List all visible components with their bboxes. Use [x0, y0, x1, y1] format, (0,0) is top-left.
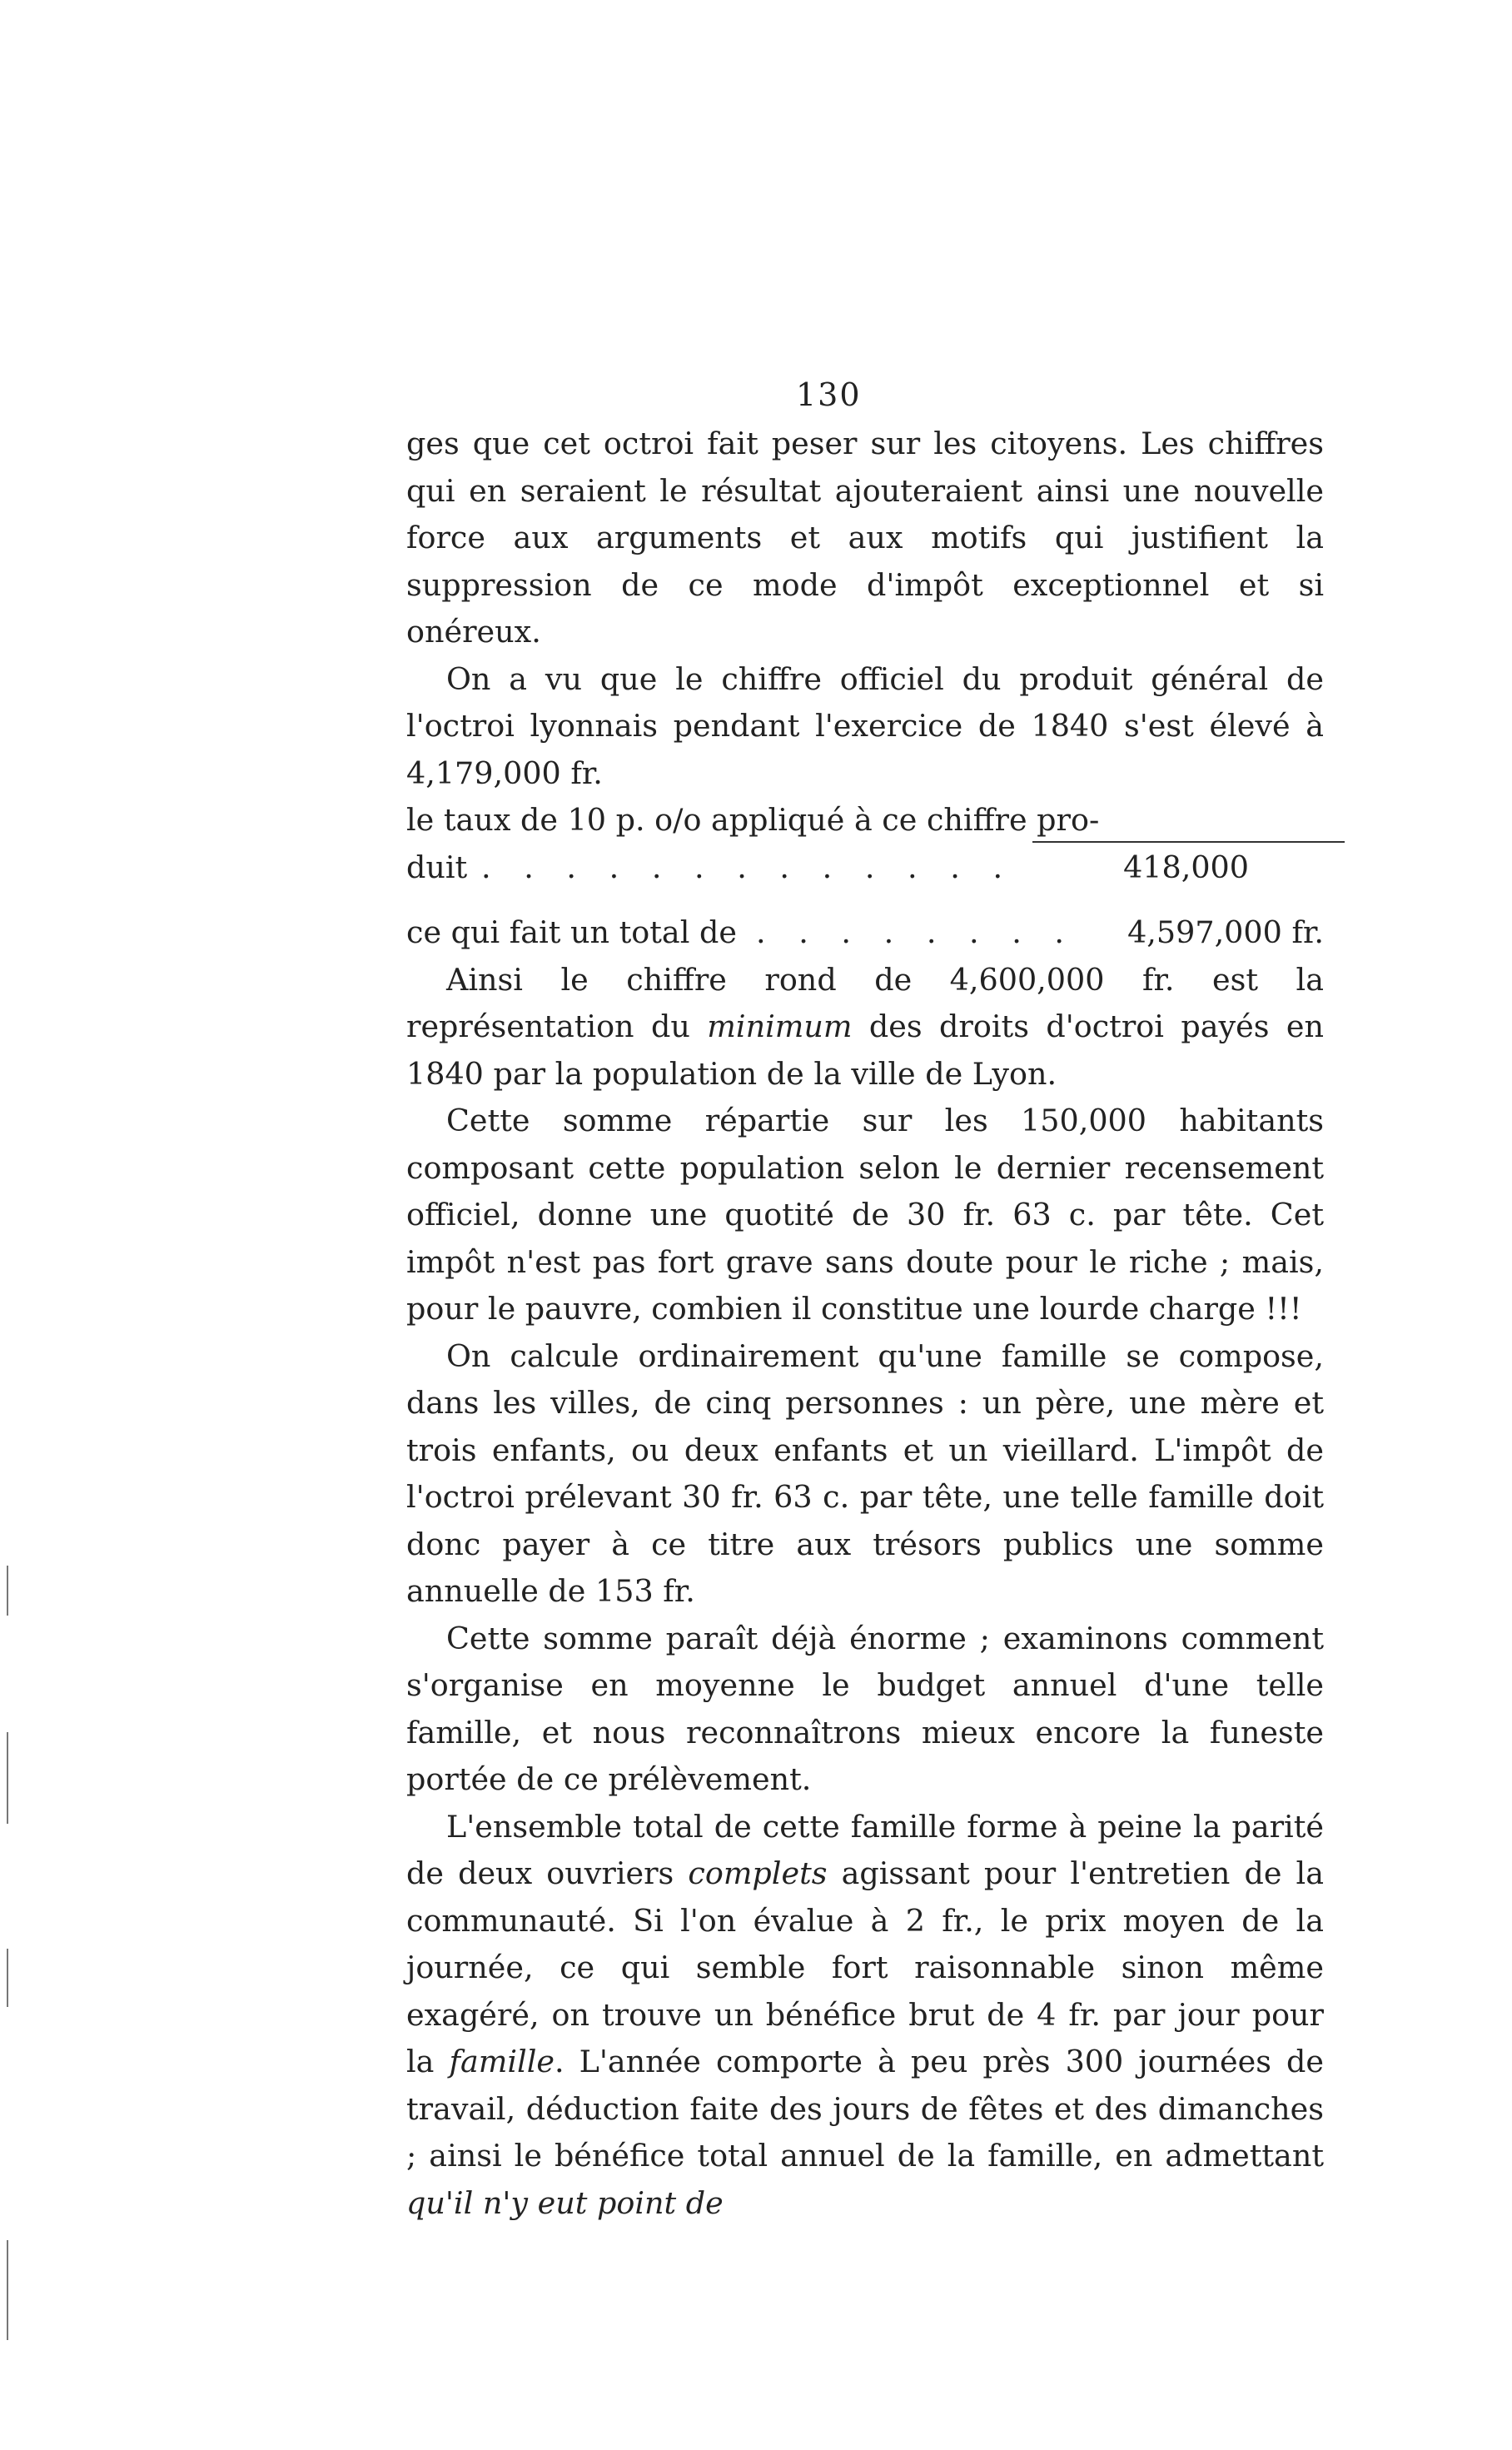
- paragraph-7-emphasis-2: famille: [449, 2044, 555, 2079]
- paragraph-6: Cette somme paraît déjà énorme ; examinons comment s'organise en moyenne le budget annuel d'une telle famille, et nous reconnaîtrons mieux encore la funeste portée de ce prélèvement.: [406, 1620, 1324, 1797]
- sum-rule-divider: [1032, 841, 1345, 843]
- calc-product-dots: . . . . . . . . . . . . .: [481, 849, 1015, 885]
- paragraph-2-rate-line: le taux de 10 p. o/o appliqué à ce chiffre pro-: [406, 802, 1100, 838]
- paragraph-3-text-b: des droits d'octroi payés en 1840 par la population de la ville de Lyon.: [406, 1008, 1324, 1092]
- paragraph-2: On a vu que le chiffre officiel du produit général de l'octroi lyonnais pendant l'exercice de 1840 s'est élevé à 4,179,000 fr.: [406, 660, 1324, 791]
- paragraph-7-text-a: L'ensemble total de cette famille forme à peine la parité de deux ouvriers: [406, 1808, 1324, 1891]
- scan-margin-mark: [7, 1566, 8, 1616]
- paragraph-7-text-b: agissant pour l'entretien de la communauté. Si l'on évalue à 2 fr., le prix moyen de la journée, ce qui semble fort raisonnable sinon même exagéré, on trouve un bénéfice brut de 4 fr. par jour pour la: [406, 1855, 1324, 2079]
- page-number: 130: [796, 376, 862, 413]
- calc-row-total: [406, 909, 1324, 957]
- scan-margin-mark: [7, 1949, 8, 2007]
- scan-margin-mark: [7, 1732, 8, 1824]
- calc-total-label: ce qui fait un total de: [406, 914, 737, 950]
- body-text: [406, 421, 1324, 2227]
- scan-margin-mark: [7, 2240, 8, 2340]
- paragraph-1: ges que cet octroi fait peser sur les citoyens. Les chiffres qui en seraient le résultat ajouteraient ainsi une nouvelle force aux arguments et aux motifs qui justifient la suppression de ce mode d'impôt exceptionnel et si onéreux.: [406, 426, 1324, 650]
- calc-total-value: 4,597,000 fr.: [1127, 914, 1324, 950]
- paragraph-3-text-a: Ainsi le chiffre rond de 4,600,000 fr. est la représentation du: [406, 961, 1324, 1044]
- paragraph-7-text-c: . L'année comporte à peu près 300 journées de travail, déduction faite des jours de fêtes et des dimanches ; ainsi le bénéfice total annuel de la famille, en admettant: [406, 2044, 1324, 2174]
- calc-total-dots: . . . . . . . .: [756, 914, 1077, 950]
- paragraph-3: [406, 957, 1324, 1098]
- calc-product-value: 418,000: [1123, 849, 1249, 885]
- paragraph-4: Cette somme répartie sur les 150,000 habitants composant cette population selon le dernier recensement officiel, donne une quotité de 30 fr. 63 c. par tête. Cet impôt n'est pas fort grave sans doute pour le riche ; mais, pour le pauvre, combien il constitue une lourde charge !!!: [406, 1103, 1324, 1327]
- paragraph-5: On calcule ordinairement qu'une famille se compose, dans les villes, de cinq personnes : un père, une mère et trois enfants, ou deux enfants et un vieillard. L'impôt de l'octroi prélevant 30 fr. 63 c. par tête, une telle famille doit donc payer à ce titre aux trésors publics une somme annuelle de 153 fr.: [406, 1337, 1324, 1609]
- paragraph-3-emphasis: minimum: [707, 1008, 853, 1044]
- paragraph-7-emphasis-1: complets: [688, 1855, 828, 1891]
- paragraph-7: [406, 1804, 1324, 2228]
- calc-product-label: duit: [406, 849, 468, 885]
- calc-row-product: [406, 844, 1324, 892]
- paragraph-7-emphasis-3: qu'il n'y eut point de: [406, 2184, 724, 2221]
